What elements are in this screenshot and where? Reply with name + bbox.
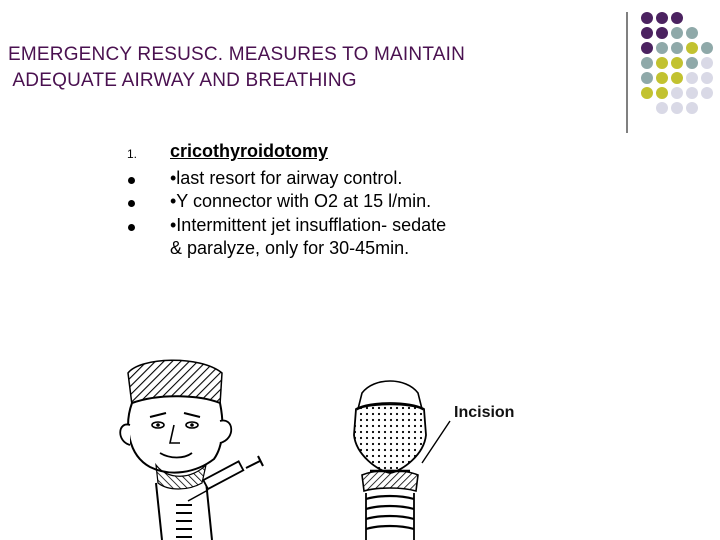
list-item-text: •Intermittent jet insufflation- sedate & paralyze, only for 30-45min. (170, 214, 447, 258)
dot (656, 102, 668, 114)
pupil (190, 423, 194, 427)
dot (641, 72, 653, 84)
list-item (127, 167, 547, 191)
cricoid-ring (362, 471, 418, 492)
dot (656, 57, 668, 69)
slide-title-line1: EMERGENCY RESUSC. MEASURES TO MAINTAIN (8, 44, 465, 65)
bullet-icon (127, 167, 170, 191)
list-item (127, 190, 547, 214)
list-number: 1. (127, 147, 138, 161)
dot (686, 102, 698, 114)
bullet-icon (127, 214, 170, 238)
dot (701, 42, 713, 54)
ear (220, 421, 231, 443)
dot (671, 12, 683, 24)
list-item-heading: cricothyroidotomy (170, 141, 329, 161)
dot (686, 27, 698, 39)
dot (671, 27, 683, 39)
dot (641, 27, 653, 39)
dot (686, 87, 698, 99)
dot (701, 57, 713, 69)
dot (641, 57, 653, 69)
bullet-icon (127, 190, 170, 214)
dot (641, 42, 653, 54)
dot (641, 87, 653, 99)
dot (641, 12, 653, 24)
dot (671, 102, 683, 114)
dot (656, 42, 668, 54)
list-item (127, 140, 547, 167)
list-item-text: •last resort for airway control. (170, 167, 403, 188)
dot (656, 87, 668, 99)
list-item (127, 214, 547, 261)
dot (701, 87, 713, 99)
larynx-body (354, 403, 426, 473)
slide-title-line2: ADEQUATE AIRWAY AND BREATHING (8, 70, 357, 91)
trachea-ring (366, 496, 414, 529)
content-list (127, 140, 547, 261)
pupil (156, 423, 160, 427)
face-outline (128, 396, 222, 472)
dot (686, 72, 698, 84)
dot (701, 72, 713, 84)
trachea-ring (176, 505, 192, 537)
dot (686, 42, 698, 54)
neck-outline (156, 481, 212, 540)
larynx-incision-illustration (340, 375, 540, 540)
dot (656, 12, 668, 24)
dot (686, 57, 698, 69)
dot (656, 27, 668, 39)
dot (656, 72, 668, 84)
dot (671, 42, 683, 54)
ear (120, 424, 130, 445)
dot (671, 87, 683, 99)
incision-label: Incision (454, 404, 515, 421)
dot (671, 72, 683, 84)
dot (671, 57, 683, 69)
decorative-dot-grid (625, 10, 720, 135)
cricothyroidotomy-illustration (110, 355, 310, 540)
list-item-text: •Y connector with O2 at 15 l/min. (170, 191, 432, 211)
slide-title (8, 42, 608, 94)
